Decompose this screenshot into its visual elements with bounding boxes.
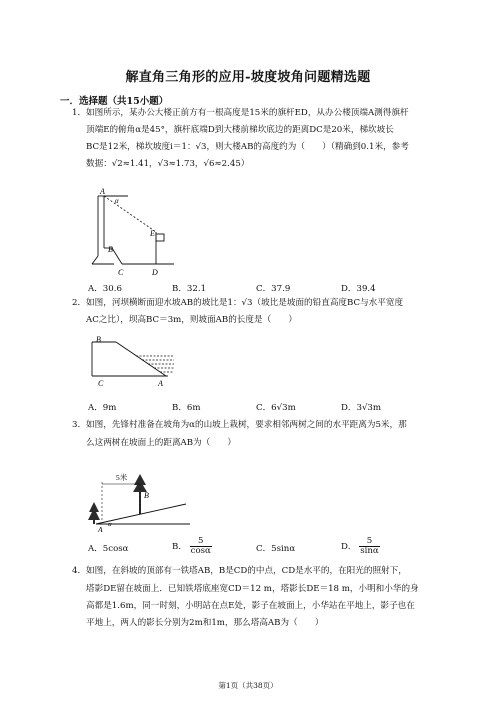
q1-label-a: A xyxy=(100,187,105,196)
q2-line-1: 2．如图，河坝横断面迎水坡AB的坡比是1：√3（坡比是坡面的铅直高度BC与水平宽度 xyxy=(72,298,404,308)
q4-line-3: 高都是1.6m，同一时刻，小明站在点E处，影子在坡面上，小华站在平地上，影子也在 xyxy=(86,601,415,611)
q1-line-4: 数据：√2≈1.41，√3≈1.73，√6≈2.45） xyxy=(86,159,250,169)
q2-line-2: AC之比），坝高BC＝3m，则坡面AB的长度是（ ） xyxy=(86,315,297,325)
q3-option-b-prefix: B． xyxy=(172,542,187,552)
q3-figure xyxy=(86,458,196,534)
q1-line-3: BC是12米，梯坎坡度i＝1：√3，则大楼AB的高度约为（ ）（精确到0.1米，参考 xyxy=(86,142,409,152)
q3-line-2: 么这两树在坡面上的距离AB为（ ） xyxy=(86,438,237,448)
tree-icon xyxy=(88,502,100,524)
page-footer: 第1页（共38页） xyxy=(218,681,278,690)
q3-label-distance: 5米 xyxy=(116,473,128,482)
q3-line-1: 3．如图，先锋村准备在坡角为α的山坡上栽树，要求相邻两树之间的水平距离为5米，那 xyxy=(72,420,407,430)
q1-option-a[interactable]: A．30.6 xyxy=(88,284,122,294)
q1-option-b[interactable]: B．32.1 xyxy=(172,284,207,294)
page-title: 解直角三角形的应用-坡度坡角问题精选题 xyxy=(125,70,371,85)
q2-option-c[interactable]: C．6√3m xyxy=(256,403,296,413)
section-heading: 一．选择题（共15小题） xyxy=(60,96,169,107)
q3-option-d-denominator: sinα xyxy=(360,546,379,556)
q2-label-a: A xyxy=(158,379,163,388)
q2-label-c: C xyxy=(98,379,104,388)
q1-figure xyxy=(88,186,178,278)
q3-option-b-denominator: cosα xyxy=(190,546,211,556)
q1-label-e: E xyxy=(150,229,155,238)
q3-option-b-numerator: 5 xyxy=(190,537,212,547)
q3-option-b[interactable] xyxy=(172,537,212,556)
q3-option-c[interactable]: C．5sinα xyxy=(256,544,296,554)
q3-option-d-numerator: 5 xyxy=(359,537,380,547)
q1-line-1: 1．如图所示，某办公大楼正前方有一根高度是15米的旗杆ED，从办公楼顶端A测得旗杆 xyxy=(72,108,409,118)
q1-label-c: C xyxy=(118,268,124,277)
q3-option-d-prefix: D． xyxy=(341,542,357,552)
q2-option-b[interactable]: B．6m xyxy=(172,403,201,413)
q2-label-b: B xyxy=(96,335,101,344)
q3-option-b-fraction xyxy=(190,537,212,556)
q4-line-1: 4．如图，在斜坡的顶部有一铁塔AB，B是CD的中点，CD是水平的，在阳光的照射下， xyxy=(72,566,407,576)
q3-option-a[interactable]: A．5cosα xyxy=(88,544,129,554)
q1-label-b: B xyxy=(108,245,113,254)
q2-figure xyxy=(88,334,180,390)
q3-label-b: B xyxy=(144,491,149,500)
q1-option-c[interactable]: C．37.9 xyxy=(256,284,291,294)
q3-label-a: A xyxy=(98,525,103,534)
q3-option-d-fraction xyxy=(359,537,380,556)
q4-line-4: 平地上，两人的影长分别为2m和1m，那么塔高AB为（ ） xyxy=(86,618,324,628)
q2-option-a[interactable]: A．9m xyxy=(88,403,117,413)
q3-label-alpha: α xyxy=(108,521,112,528)
q1-line-2: 顶端E的俯角α是45°，旗杆底端D到大楼前梯坎底边的距离DC是20米，梯坎坡长 xyxy=(86,125,394,135)
q1-label-d: D xyxy=(152,268,158,277)
q1-label-alpha: α xyxy=(115,197,119,205)
q3-option-d[interactable] xyxy=(341,537,380,556)
q2-option-d[interactable]: D．3√3m xyxy=(341,403,382,413)
q4-line-2: 塔影DE留在坡面上．已知铁塔底座宽CD＝12 m，塔影长DE＝18 m，小明和小华的身 xyxy=(86,584,419,594)
q1-option-d[interactable]: D．39.4 xyxy=(341,284,376,294)
